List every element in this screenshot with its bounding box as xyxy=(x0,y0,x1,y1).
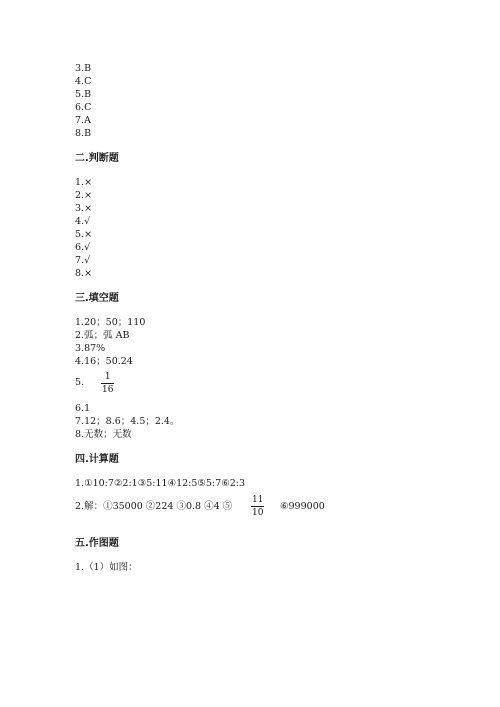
fill-answer-4: 4.16；50.24 xyxy=(75,356,133,367)
fill-heading: 三.填空题 xyxy=(75,293,119,304)
choice-answer-7: 7.A xyxy=(75,115,91,126)
fill-answer-5-label: 5. xyxy=(75,377,85,388)
judge-answer-1: 1.× xyxy=(75,177,93,188)
calc-heading: 四.计算题 xyxy=(75,454,119,465)
judge-answer-2: 2.× xyxy=(75,190,93,201)
calc-answer-1: 1.①10:7②2:1③5:11④12:5⑤5:7⑥2:3 xyxy=(75,478,246,489)
calc-answer-2: 2.解：①35000 ②224 ③0.8 ④4 ⑤ xyxy=(75,501,233,512)
calc-answer-2-fraction xyxy=(251,495,264,518)
draw-answer-1: 1.（1）如图： xyxy=(75,562,138,573)
fraction-denominator: 10 xyxy=(252,508,264,518)
choice-answer-6: 6.C xyxy=(75,102,92,113)
judge-answer-8: 8.× xyxy=(75,268,93,279)
fraction-denominator: 16 xyxy=(102,385,114,395)
judge-answer-4: 4.√ xyxy=(75,216,91,227)
choice-answer-4: 4.C xyxy=(75,76,92,87)
fraction-numerator: 1 xyxy=(104,372,111,382)
judge-answer-7: 7.√ xyxy=(75,255,91,266)
judge-answer-6: 6.√ xyxy=(75,242,91,253)
fill-answer-6: 6.1 xyxy=(75,403,91,414)
fill-answer-5-fraction xyxy=(101,372,114,395)
choice-answer-8: 8.B xyxy=(75,128,92,139)
fill-answer-2: 2.弧；弧 AB xyxy=(75,330,130,341)
fraction-numerator: 11 xyxy=(252,495,264,505)
fill-answer-8: 8.无数；无数 xyxy=(75,429,132,440)
judge-answer-3: 3.× xyxy=(75,203,93,214)
fraction-bar xyxy=(101,383,114,384)
judge-heading: 二.判断题 xyxy=(75,153,119,164)
choice-answer-5: 5.B xyxy=(75,89,92,100)
calc-answer-2-tail: ⑥999000 xyxy=(280,501,325,512)
fill-answer-3: 3.87% xyxy=(75,343,106,354)
fill-answer-1: 1.20；50；110 xyxy=(75,317,146,328)
choice-answer-3: 3.B xyxy=(75,63,92,74)
fraction-bar xyxy=(251,506,264,507)
judge-answer-5: 5.× xyxy=(75,229,93,240)
draw-heading: 五.作图题 xyxy=(75,538,119,549)
fill-answer-7: 7.12；8.6；4.5；2.4。 xyxy=(75,416,180,427)
